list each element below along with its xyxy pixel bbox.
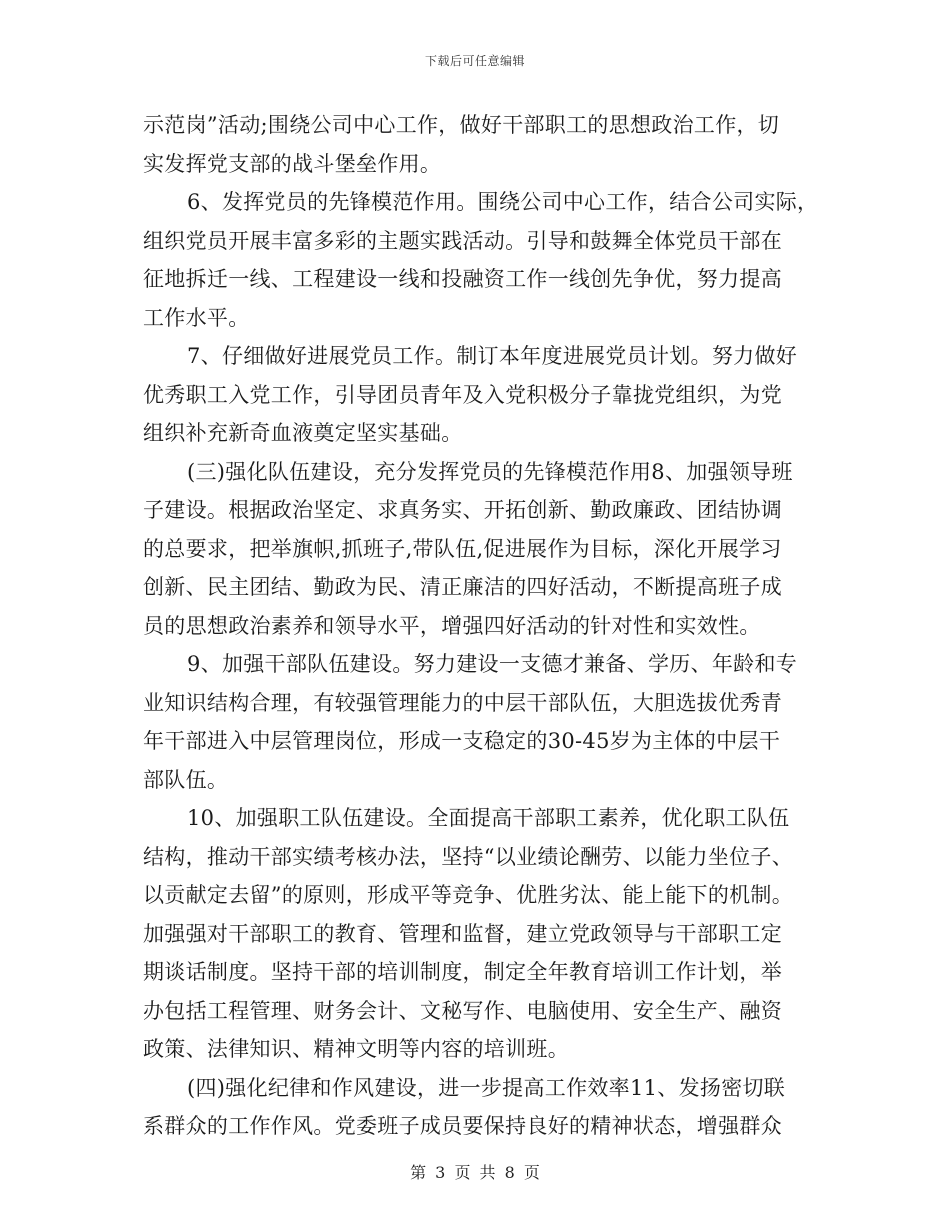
- paragraph-line: 业知识结构合理，有较强管理能力的中层干部队伍，大胆选拔优秀青: [143, 690, 782, 715]
- paragraph-line: 征地拆迁一线、工程建设一线和投融资工作一线创先争优，努力提高: [143, 267, 782, 291]
- paragraph-line: 加强强对干部职工的教育、管理和监督，建立党政领导与干部职工定: [143, 921, 782, 946]
- paragraph-line: 部队伍。: [143, 767, 229, 792]
- page-footer-page-number: 第 3 页 共 8 页: [410, 1163, 540, 1182]
- paragraph-first-line: 7、仔细做好进展党员工作。制订本年度进展党员计划。努力做好: [187, 344, 798, 368]
- paragraph-first-line: 10、加强职工队伍建设。全面提高干部职工素养，优化职工队伍: [187, 806, 790, 830]
- paragraph-line: 年干部进入中层管理岗位，形成一支稳定的30-45岁为主体的中层干: [143, 729, 781, 753]
- paragraph-line: 优秀职工入党工作，引导团员青年及入党积极分子靠拢党组织，为党: [143, 382, 782, 407]
- paragraph-line: 办包括工程管理、财务会计、文秘写作、电脑使用、安全生产、融资: [143, 998, 782, 1023]
- paragraph-line: 系群众的工作作风。党委班子成员要保持良好的精神状态，增强群众: [143, 1114, 782, 1138]
- page-header: 下载后可任意编辑: [424, 54, 525, 68]
- paragraph-line: 创新、民主团结、勤政为民、清正廉洁的四好活动，不断提高班子成: [143, 575, 782, 599]
- paragraph-line: 组织补充新奇血液奠定坚实基础。: [143, 421, 463, 445]
- document-body: [143, 106, 823, 1146]
- paragraph-line: 组织党员开展丰富多彩的主题实践活动。引导和鼓舞全体党员干部在: [143, 228, 782, 253]
- paragraph-line: 以贡献定去留”的原则，形成平等竞争、优胜劣汰、能上能下的机制。: [143, 883, 794, 907]
- paragraph-line: 工作水平。: [143, 305, 250, 330]
- paragraph-first-line: 9、加强干部队伍建设。努力建设一支德才兼备、学历、年龄和专: [187, 652, 798, 676]
- paragraph-line: 子建设。根据政治坚定、求真务实、开拓创新、勤政廉政、团结协调: [143, 498, 782, 522]
- paragraph-line: 政策、法律知识、精神文明等内容的培训班。: [143, 1037, 569, 1061]
- paragraph-line: 期谈话制度。坚持干部的培训制度，制定全年教育培训工作计划，举: [143, 960, 782, 984]
- paragraph-line: 结构，推动干部实绩考核办法，坚持“以业绩论酬劳、以能力坐位子、: [143, 844, 794, 869]
- paragraph-line: 示范岗”活动;围绕公司中心工作，做好干部职工的思想政治工作，切: [143, 113, 780, 137]
- paragraph-line: 员的思想政治素养和领导水平，增强四好活动的针对性和实效性。: [143, 613, 761, 638]
- paragraph-first-line: 6、发挥党员的先锋模范作用。围绕公司中心工作，结合公司实际，: [187, 190, 819, 214]
- paragraph-first-line: (三)强化队伍建设，充分发挥党员的先锋模范作用8、加强领导班: [187, 459, 793, 484]
- paragraph-line: 的总要求，把举旗帜,抓班子,带队伍,促进展作为目标，深化开展学习: [143, 536, 782, 561]
- paragraph-line: 实发挥党支部的战斗堡垒作用。: [143, 151, 442, 176]
- paragraph-first-line: (四)强化纪律和作风建设，进一步提高工作效率11、发扬密切联: [187, 1075, 786, 1100]
